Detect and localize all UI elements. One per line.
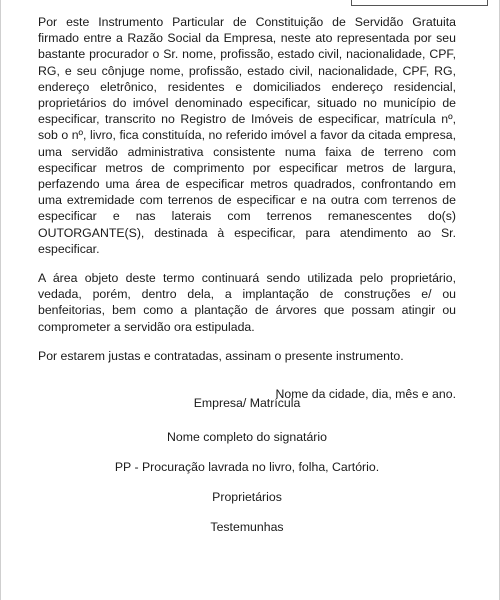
place-date: Nome da cidade, dia, mês e ano. — [275, 387, 456, 402]
signature-witnesses: Testemunhas — [210, 520, 284, 534]
document-body — [38, 14, 456, 415]
paragraph-agreement: Por estarem justas e contratadas, assinam o presente instrumento. — [38, 348, 404, 363]
signature-power-of-attorney: PP - Procuração lavrada no livro, folha, Cartório. — [114, 460, 380, 474]
paragraph-constitution: Por este Instrumento Particular de Constituição de Servidão Gratuita firmado entre a Razão Social da Empresa, neste ato representada por seu bastante procurador o Sr. nome, profissão, estado civil, nacionalidade, CPF, RG, e seu cônjuge nome, profissão, estado civil, nacionalidade, CPF, RG, endereço eletrônico, residentes e domiciliados endereço residencial, proprietários do imóvel denominado especificar, situado no município de especificar, transcrito no Registro de Imóveis de especificar, matrícula nº, sob o nº, livro, fica constituída, no referido imóvel a favor da citada empresa, uma servidão administrativa consistente numa faixa de terreno com especificar metros de comprimento por especificar metros de largura, perfazendo uma área de especificar metros quadrados, confrontando em uma extremidade com terrenos de especificar e na outra com terrenos de especificar e nas laterais com terrenos remanescentes do(s) OUTORGANTE(S), destinada à especificar, para atendimento ao Sr. especificar. — [38, 15, 456, 256]
signature-owners: Proprietários — [212, 490, 282, 504]
signature-company: Empresa/ Matrícula — [193, 396, 301, 410]
paragraph-area-usage: A área objeto deste termo continuará sendo utilizada pelo proprietário, vedada, porém, dentro dela, a implantação de construções e/ ou benfeitorias, bem como a plantação de árvores que possam atingir ou comprometer a servidão ora estipulada. — [38, 271, 456, 334]
signature-signatory-name: Nome completo do signatário — [167, 430, 327, 444]
header-box — [351, 0, 488, 6]
